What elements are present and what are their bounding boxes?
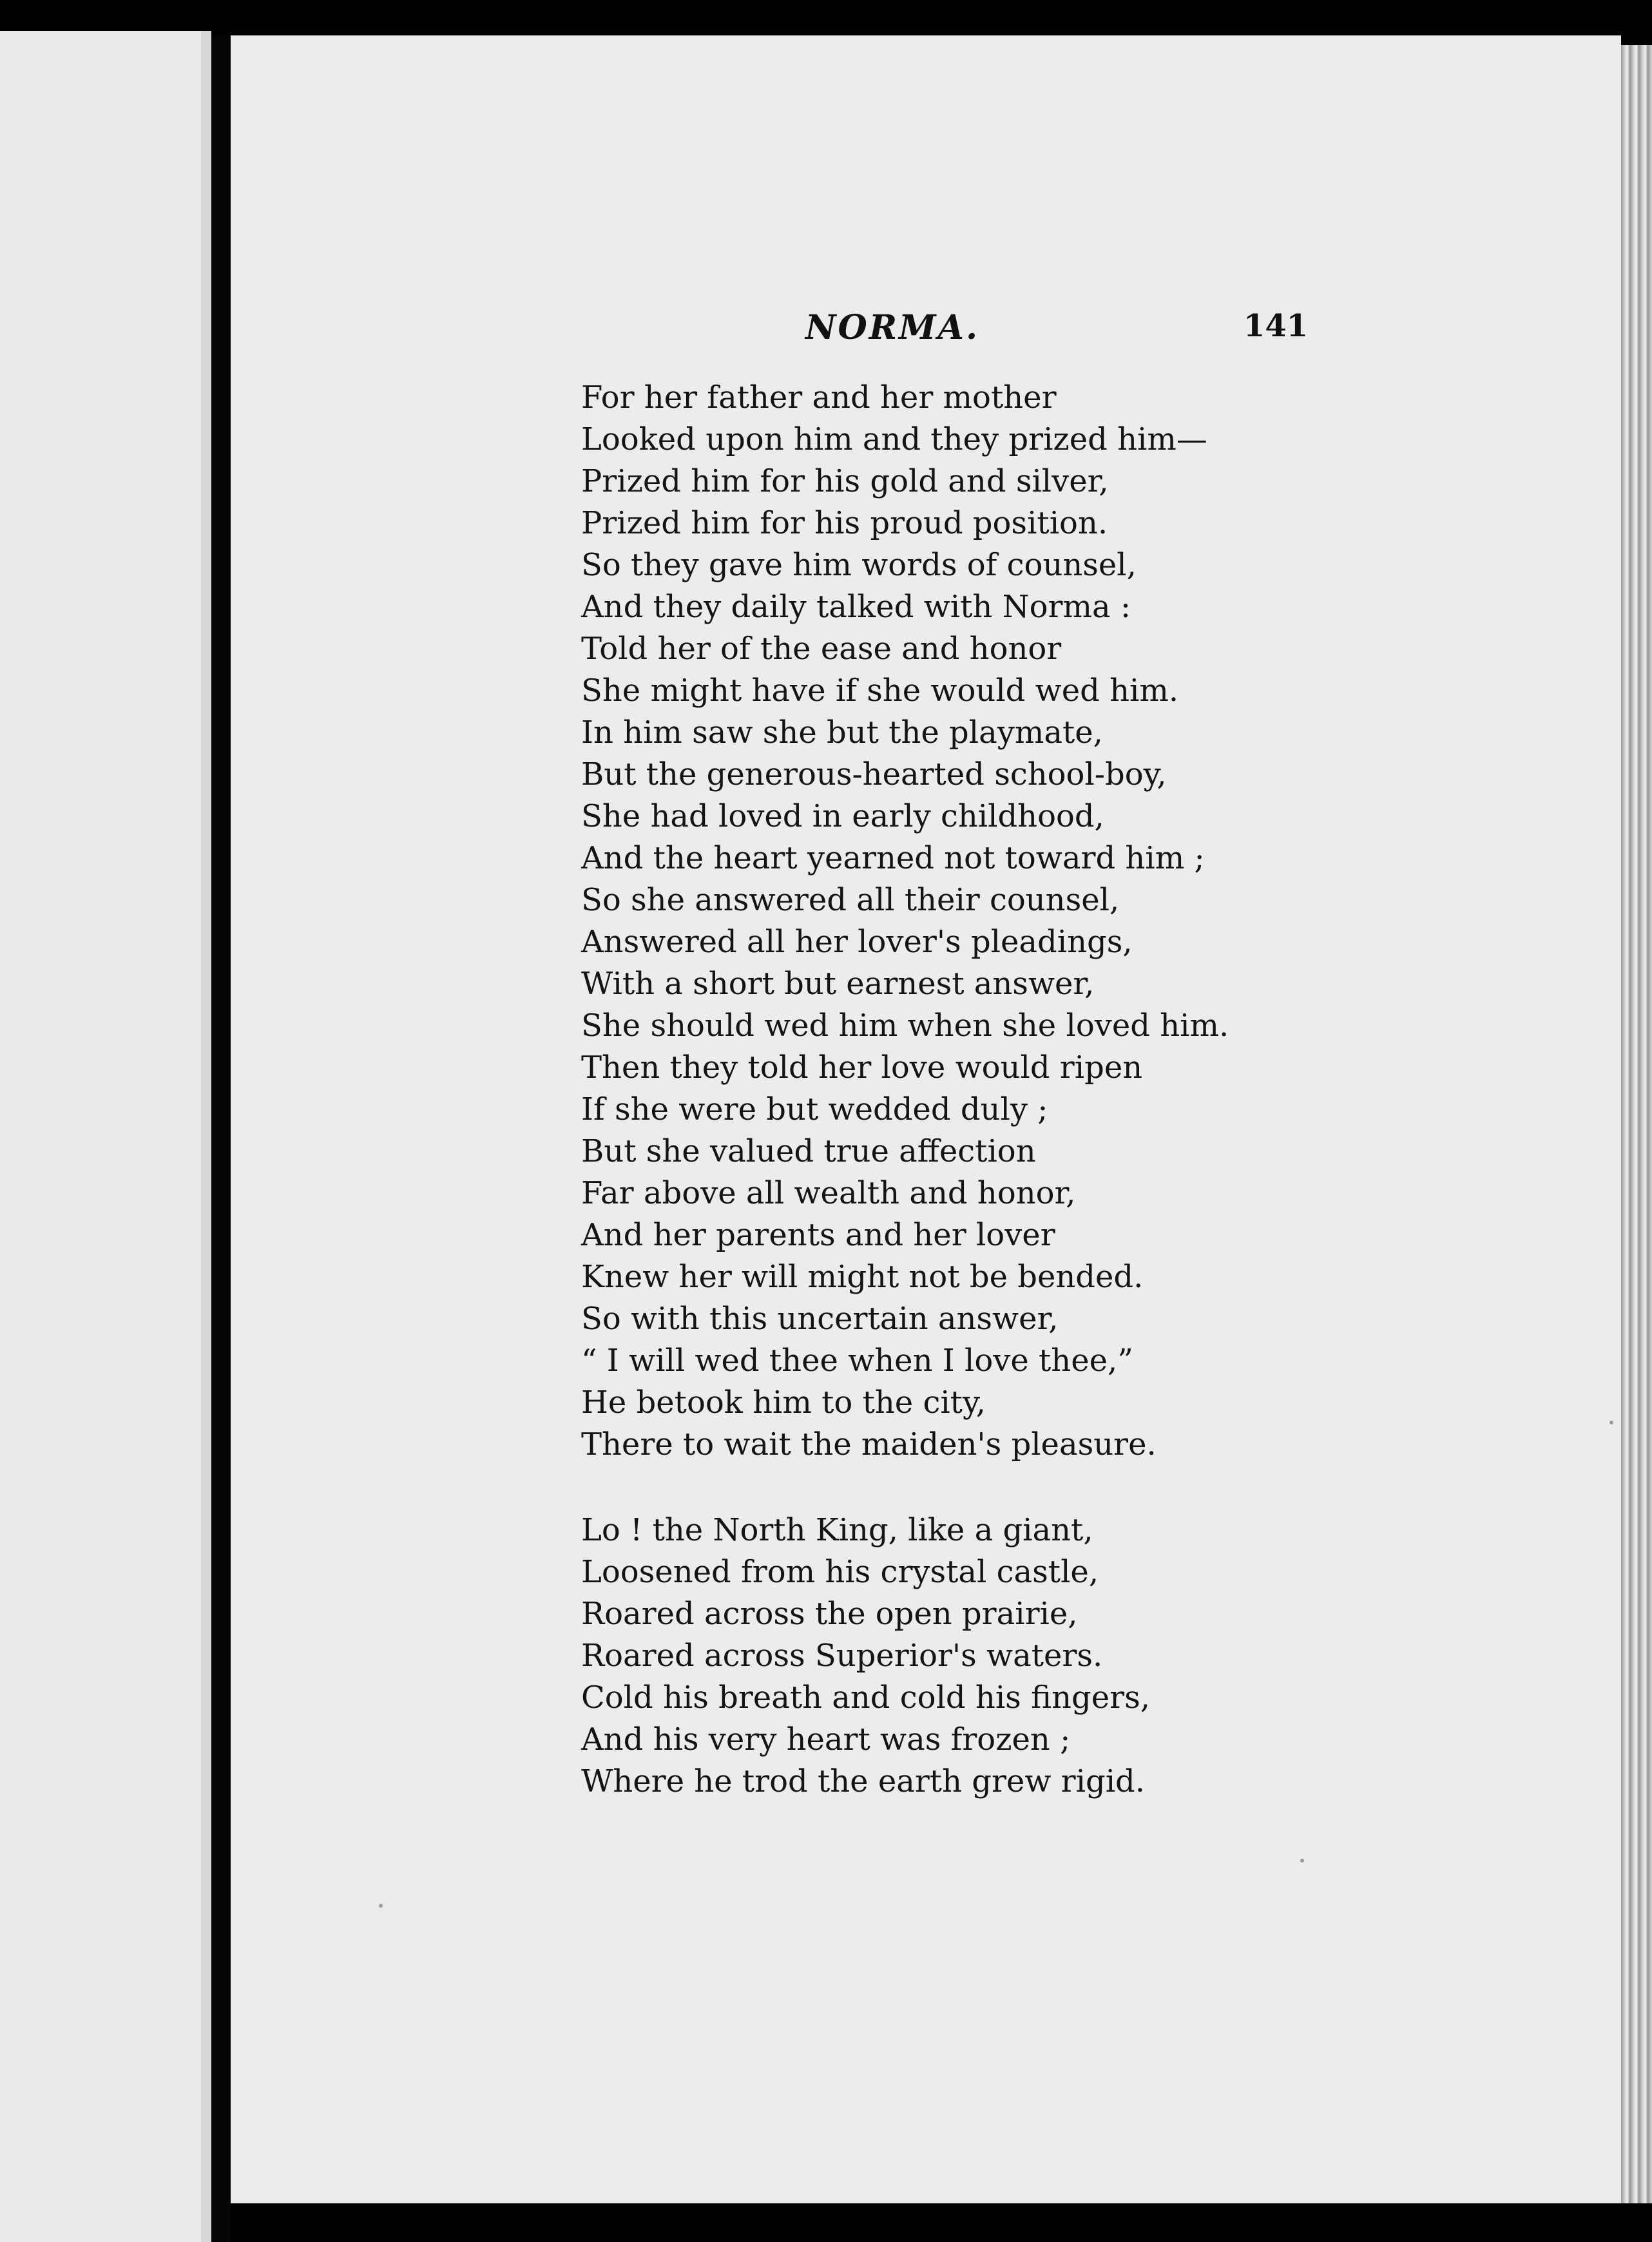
running-head: NORMA. — [805, 308, 980, 347]
verse-line: Far above all wealth and honor, — [581, 1175, 1076, 1211]
stanza — [581, 1509, 1290, 1803]
verse-line: Roared across Superior's waters. — [581, 1638, 1103, 1674]
verse-line: So they gave him words of counsel, — [581, 547, 1137, 583]
verse-line: With a short but earnest answer, — [581, 966, 1095, 1002]
poem-text — [581, 377, 1290, 1803]
verse-line: But the generous-hearted school-boy, — [581, 756, 1167, 792]
verse-line: There to wait the maiden's pleasure. — [581, 1426, 1157, 1462]
verse-line: Then they told her love would ripen — [581, 1049, 1143, 1086]
book-gutter — [211, 35, 231, 2242]
verse-line: Told her of the ease and honor — [581, 631, 1062, 667]
verse-line: “ I will wed thee when I love thee,” — [581, 1343, 1133, 1379]
stanza — [581, 377, 1290, 1466]
verse-line: Prized him for his proud position. — [581, 505, 1108, 541]
verse-line: Prized him for his gold and silver, — [581, 463, 1109, 499]
verse-line: And his very heart was frozen ; — [581, 1721, 1071, 1758]
paper-speck — [379, 1904, 383, 1908]
verse-line: And her parents and her lover — [581, 1217, 1055, 1253]
page-stack-edges — [1621, 45, 1652, 2203]
verse-line: Knew her will might not be bended. — [581, 1259, 1144, 1295]
verse-line: Roared across the open prairie, — [581, 1596, 1078, 1632]
verse-line: She might have if she would wed him. — [581, 673, 1179, 709]
facing-page-edge — [201, 31, 211, 2242]
verse-line: Looked upon him and they prized him— — [581, 421, 1207, 457]
verse-line: Answered all her lover's pleadings, — [581, 924, 1133, 960]
verse-line: Where he trod the earth grew rigid. — [581, 1763, 1146, 1799]
verse-line: If she were but wedded duly ; — [581, 1091, 1048, 1127]
verse-line: Lo ! the North King, like a giant, — [581, 1512, 1093, 1548]
verse-line: Cold his breath and cold his fingers, — [581, 1680, 1150, 1716]
verse-line: But she valued true affection — [581, 1133, 1036, 1169]
paper-speck — [1300, 1859, 1304, 1863]
verse-line: Loosened from his crystal castle, — [581, 1554, 1099, 1590]
page-number: 141 — [1244, 308, 1309, 344]
verse-line: She should wed him when she loved him. — [581, 1008, 1229, 1044]
verse-line: He betook him to the city, — [581, 1384, 986, 1421]
verse-line: And they daily talked with Norma : — [581, 589, 1131, 625]
verse-line: So she answered all their counsel, — [581, 882, 1120, 918]
verse-line: In him saw she but the playmate, — [581, 714, 1103, 751]
stanza-break — [581, 1466, 1290, 1509]
verse-line: She had loved in early childhood, — [581, 798, 1104, 834]
verse-line: And the heart yearned not toward him ; — [581, 840, 1205, 876]
verse-line: So with this uncertain answer, — [581, 1301, 1059, 1337]
paper-speck — [1609, 1421, 1613, 1424]
verse-line: For her father and her mother — [581, 379, 1057, 416]
facing-page — [0, 31, 201, 2242]
